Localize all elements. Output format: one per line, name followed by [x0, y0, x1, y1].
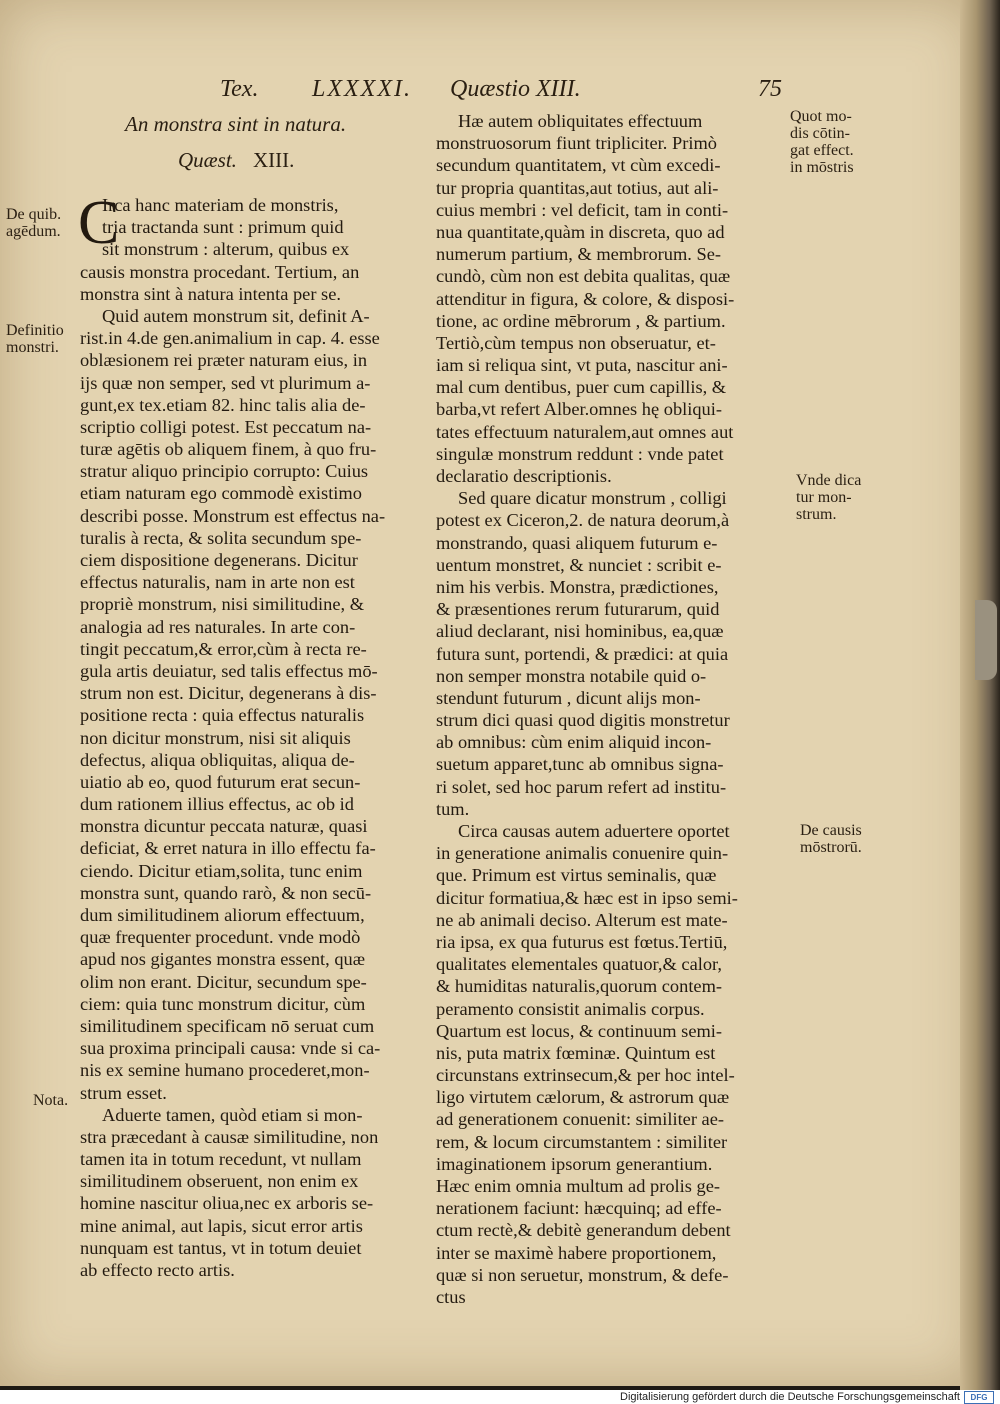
text-line: dicitur formatiua,& hæc est in ipso semi-	[436, 887, 738, 908]
text-line: tria tractanda sunt : primum quid	[102, 217, 344, 238]
text-line: effectus naturalis, nam in arte non est	[80, 572, 355, 593]
text-line: nunquam est tantus, vt in totum deuiet	[80, 1237, 362, 1258]
text-line: strum esset.	[80, 1082, 167, 1103]
text-line: & humiditas naturalis,quorum contem-	[436, 976, 723, 997]
text-line: ad generationem conuenit: similiter ae-	[436, 1109, 725, 1130]
text-line: cuius membri : vel deficit, tam in conti-	[436, 199, 729, 220]
text-line: apud nos gigantes monstra essent, quæ	[80, 949, 366, 970]
text-line: oblæsionem rei præter naturam eius, in	[80, 350, 368, 371]
book-tab	[975, 600, 997, 680]
text-line: nis ex semine humano procederet,mon-	[80, 1060, 370, 1081]
text-line: monstra dicuntur peccata naturæ, quasi	[80, 816, 368, 837]
margin-note-definitio: Definitio monstri.	[6, 322, 64, 356]
text-line: monstruosorum fiunt tripliciter. Primò	[436, 133, 717, 154]
text-line: mine animal, aut lapis, sicut error artis	[80, 1215, 363, 1236]
text-line: quæ si non seruetur, monstrum, & defe-	[436, 1264, 729, 1285]
question-number	[178, 148, 294, 173]
text-line: declaratio descriptionis.	[436, 466, 612, 486]
right-column	[436, 110, 791, 1308]
running-header	[220, 76, 790, 110]
margin-note-nota: Nota.	[33, 1092, 69, 1109]
text-line: olim non erant. Dicitur, secundum spe-	[80, 971, 367, 992]
text-line: sit monstrum : alterum, quibus ex	[102, 239, 350, 260]
text-line: gunt,ex tex.etiam 82. hinc talis alia de-	[80, 394, 366, 415]
text-line: dum rationem illius effectus, ac ob id	[80, 794, 354, 815]
text-line: uentum monstret, & nunciet : scribit e-	[436, 554, 722, 575]
header-tex: Tex.	[220, 76, 259, 102]
question-title: An monstra sint in natura.	[125, 112, 347, 136]
text-line: ciem: quia tunc monstrum dicitur, cùm	[80, 993, 366, 1014]
text-line: singulæ monstrum reddunt : vnde patet	[436, 443, 724, 464]
text-line: gula artis deuiatur, sed talis effectus mō-	[80, 660, 378, 681]
header-quaestio: Quæstio XIII.	[450, 76, 581, 102]
text-line: Irca hanc materiam de monstris,	[102, 195, 339, 215]
text-line: nua quantitate,quàm in discreta, quo ad	[436, 221, 725, 242]
text-line: rem, & locum circumstantem : similiter	[436, 1131, 728, 1152]
text-line: monstra sint à natura intenta per se.	[80, 283, 341, 304]
text-line: describi posse. Monstrum est effectus na-	[80, 505, 386, 526]
text-line: similitudinem specificam nō seruat cum	[80, 1015, 375, 1036]
text-line: ab effecto recto artis.	[80, 1260, 235, 1280]
text-line: in generatione animalis conuenire quin-	[436, 843, 729, 864]
text-line: deficiat, & erret natura in illo effectu fa-	[80, 838, 376, 859]
text-line: analogia ad res naturales. In arte con-	[80, 616, 356, 637]
text-line: tates effectuum naturalem,aut omnes aut	[436, 421, 734, 442]
text-line: Hæ autem obliquitates effectuum	[458, 111, 703, 131]
text-line: non dicitur monstrum, nisi sit aliquis	[80, 727, 351, 748]
text-line: turalis à recta, & solita secundum spe-	[80, 527, 362, 548]
text-line: tur propria quantitas,aut totius, aut ali-	[436, 177, 719, 198]
text-line: strum non est. Dicitur, degenerans à dis-	[80, 683, 377, 704]
footer-bar	[0, 1390, 1000, 1404]
footer-credit: Digitalisierung gefördert durch die Deutsche Forschungsgemeinschaft	[620, 1391, 960, 1403]
text-line: aliud declarant, nisi hominibus, ea,quæ	[436, 621, 724, 642]
question-numeral: XIII.	[252, 148, 295, 172]
text-line: secundum quantitatem, vt cùm excedi-	[436, 155, 721, 176]
text-line: Sed quare dicatur monstrum , colligi	[458, 488, 727, 509]
text-line: peramento consistit animalis corpus.	[436, 998, 705, 1019]
text-line: Quid autem monstrum sit, definit A-	[102, 305, 370, 326]
margin-note-vnde-dicatur: Vnde dica tur mon- strum.	[796, 472, 862, 523]
text-line: Hæc enim omnia multum ad prolis ge-	[436, 1176, 720, 1196]
text-line: mal cum dentibus, puer cum capillis, &	[436, 377, 727, 398]
text-line: attenditur in figura, & colore, & disposi-	[436, 288, 735, 309]
text-line: ab omnibus: cùm enim aliquid incon-	[436, 732, 712, 753]
text-line: rist.in 4.de gen.animalium in cap. 4. esse	[80, 328, 380, 349]
text-line: ria ipsa, ex qua futurus est fœtus.Tertiū,	[436, 931, 728, 952]
text-line: stendunt futurum , dicunt alijs mon-	[436, 687, 701, 708]
text-line: turæ agētis ob aliquem finem, à quo fru-	[80, 439, 377, 460]
text-line: circunstans extrinsecum,& per hoc intel-	[436, 1065, 735, 1086]
dfg-logo: DFG	[964, 1391, 994, 1404]
text-line: tione, ac ordine mēbrorum , & partium.	[436, 310, 726, 331]
page-edge	[960, 0, 1000, 1390]
text-line: Quartum est locus, & continuum semi-	[436, 1020, 723, 1041]
text-line: nerationem faciunt: hæcquinq; ad effe-	[436, 1198, 722, 1219]
text-line: imaginationem ipsorum generantium.	[436, 1153, 713, 1174]
text-line: iam si reliqua sint, vt puta, nascitur ani-	[436, 355, 728, 376]
text-line: quæ frequenter procedunt. vnde modò	[80, 927, 361, 948]
text-line: qualitates elementales quatuor,& calor,	[436, 954, 723, 975]
text-line: barba,vt refert Alber.omnes hę obliqui-	[436, 399, 722, 420]
text-line: etiam naturam ego commodè existimo	[80, 483, 362, 504]
header-text-number: LXXXXI.	[312, 76, 412, 102]
text-line: strum dici quasi quod digitis monstretur	[436, 710, 730, 731]
text-line: positione recta : quia effectus naturalis	[80, 705, 365, 726]
margin-note-de-causis: De causis mōstrorū.	[800, 822, 862, 856]
text-line: que. Primum est virtus seminalis, quæ	[436, 865, 717, 886]
margin-note-quot-modis: Quot mo- dis cōtin- gat effect. in mōstris	[790, 108, 854, 176]
text-line: scriptio colligi potest. Est peccatum na-	[80, 416, 372, 437]
text-line: causis monstra procedant. Tertium, an	[80, 261, 360, 282]
text-line: ligo virtutem cælorum, & astrorum quæ	[436, 1087, 730, 1108]
page-number: 75	[758, 76, 782, 102]
text-line: monstrando, quasi aliquem futurum e-	[436, 532, 718, 553]
left-column	[78, 189, 410, 1281]
text-line: tum.	[436, 798, 470, 819]
text-line: dum similitudinem aliorum effectuum,	[80, 905, 365, 925]
text-line: Tertiò,cùm tempus non obseruatur, et-	[436, 332, 716, 353]
text-line: ne ab animali deciso. Alterum est mate-	[436, 909, 728, 930]
text-line: monstra sunt, quando rarò, & non secū-	[80, 882, 372, 903]
text-line: Circa causas autem aduertere oportet	[458, 821, 730, 841]
question-label: Quæst.	[178, 148, 237, 172]
text-line: ctum rectè,& debitè generandum debent	[436, 1220, 731, 1241]
text-line: ctus	[436, 1286, 466, 1307]
text-line: futura sunt, portendi, & prædici: at quia	[436, 643, 729, 664]
text-line: ijs quæ non semper, sed vt plurimum a-	[80, 372, 371, 393]
text-line: similitudinem obseruent, non enim ex	[80, 1171, 359, 1192]
text-line: tingit peccatum,& error,cùm à recta re-	[80, 638, 367, 659]
text-line: defectus, aliqua obliquitas, aliqua de-	[80, 749, 355, 770]
text-line: sua proxima principali causa: vnde si ca-	[80, 1038, 381, 1059]
text-line: nim his verbis. Monstra, prædictiones,	[436, 576, 719, 597]
text-line: tamen ita in totum recedunt, vt nullam	[80, 1149, 362, 1170]
text-line: propriè monstrum, nisi similitudine, &	[80, 594, 365, 615]
text-line: ri solet, sed hoc parum refert ad institu-	[436, 776, 727, 797]
text-line: & præsentiones rerum futurarum, quid	[436, 599, 720, 620]
text-line: stratur aliquo principio corrupto: Cuius	[80, 461, 369, 482]
text-line: Aduerte tamen, quòd etiam si mon-	[102, 1104, 363, 1125]
text-line: numerum partium, & membrorum. Se-	[436, 244, 722, 265]
text-line: uiatio ab eo, quod futurum erat secun-	[80, 771, 361, 792]
text-line: suetum apparet,tunc ab omnibus signa-	[436, 754, 724, 775]
text-line: inter se maximè habere proportionem,	[436, 1242, 717, 1263]
text-line: nis, puta matrix fœminæ. Quintum est	[436, 1042, 716, 1063]
text-line: cundò, cùm non est debita qualitas, quæ	[436, 266, 731, 287]
text-line: ciem dispositione degenerans. Dicitur	[80, 550, 358, 570]
text-line: stra præcedant à causæ similitudine, non	[80, 1126, 379, 1147]
drop-cap: C	[78, 189, 120, 257]
text-line: non semper monstra notabile quid o-	[436, 665, 707, 686]
text-line: potest ex Ciceron,2. de natura deorum,à	[436, 510, 730, 531]
text-line: homine nascitur oliua,nec ex arboris se-	[80, 1193, 374, 1214]
text-line: ciendo. Dicitur etiam,solita, tunc enim	[80, 860, 363, 881]
margin-note-de-quibus: De quib. agēdum.	[6, 206, 62, 240]
